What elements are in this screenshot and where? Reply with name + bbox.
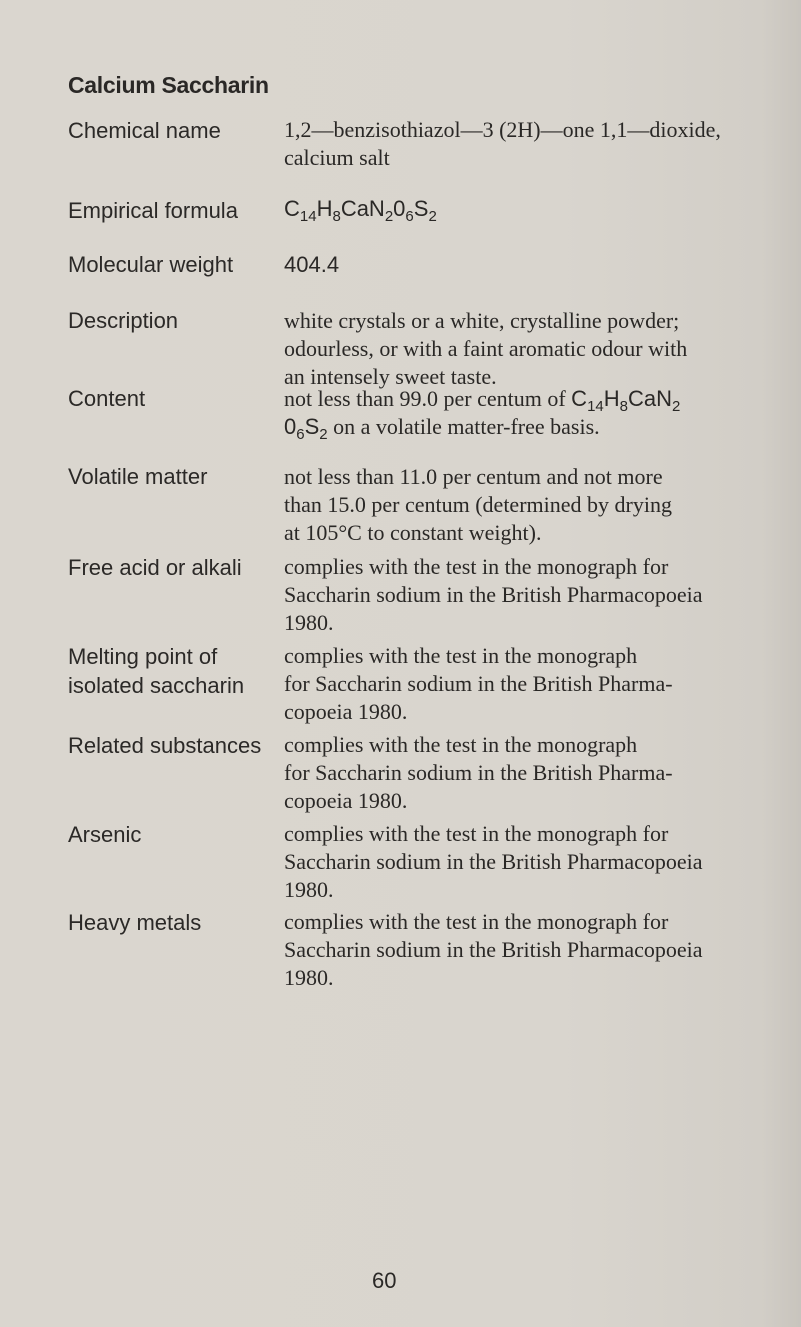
value-line: complies with the test in the monograph for <box>284 554 669 579</box>
label-chemical-name: Chemical name <box>68 118 221 143</box>
label-volatile-matter: Volatile matter <box>68 464 208 489</box>
value-line: not less than 11.0 per centum and not more <box>284 464 663 489</box>
page-title: Calcium Saccharin <box>68 72 269 98</box>
formula-carbon-count: 14 <box>299 208 317 225</box>
formula-oxygen: 0 <box>393 196 406 221</box>
label-line: Melting point of <box>68 644 218 669</box>
value-chemical-name <box>284 116 789 172</box>
value-arsenic <box>284 820 789 904</box>
content-formula-a <box>571 386 681 415</box>
label-melting-point <box>68 642 244 700</box>
formula-sulfur-count: 2 <box>428 208 437 225</box>
value-line: calcium salt <box>284 145 390 170</box>
formula-sulfur: S <box>413 196 429 221</box>
value-line: white crystals or a white, crystalline powder; <box>284 308 680 333</box>
value-line: 1,2—benzisothiazol—3 (2H)—one 1,1—dioxide, <box>284 117 721 142</box>
label-arsenic: Arsenic <box>68 822 142 847</box>
formula-carbon: C <box>284 196 300 221</box>
formula-hydrogen-count: 8 <box>332 208 341 225</box>
value-line: 1980. <box>284 610 334 635</box>
label-molecular-weight: Molecular weight <box>68 252 234 277</box>
label-line: isolated saccharin <box>68 673 245 698</box>
content-text: not less than 99.0 per centum of <box>284 386 566 411</box>
formula-nitrogen-count: 2 <box>384 208 394 225</box>
value-line: an intensely sweet taste. <box>284 364 497 389</box>
formula-sulfur-count: 2 <box>319 426 328 443</box>
label-content: Content <box>68 386 146 411</box>
value-line: 1980. <box>284 877 334 902</box>
formula-hydrogen: H <box>603 386 620 411</box>
page-number: 60 <box>372 1268 397 1293</box>
value-heavy-metals <box>284 908 789 992</box>
label-empirical-formula: Empirical formula <box>68 198 238 223</box>
value-line: Saccharin sodium in the British Pharmacopoeia <box>284 937 703 962</box>
value-line: complies with the test in the monograph for <box>284 821 669 846</box>
formula-hydrogen-count: 8 <box>619 398 628 415</box>
value-line: complies with the test in the monograph <box>284 732 638 757</box>
formula-oxygen: 0 <box>284 414 297 439</box>
formula-carbon-count: 14 <box>587 398 604 415</box>
formula-carbon: C <box>571 386 588 411</box>
value-line: for Saccharin sodium in the British Pharma- <box>284 671 673 696</box>
value-line: for Saccharin sodium in the British Pharma- <box>284 760 673 785</box>
value-line: complies with the test in the monograph <box>284 643 638 668</box>
value-line: than 15.0 per centum (determined by drying <box>284 492 672 517</box>
formula-oxygen-count: 6 <box>296 426 305 443</box>
value-line: complies with the test in the monograph for <box>284 909 669 934</box>
label-description: Description <box>68 308 179 333</box>
formula-sulfur: S <box>304 414 320 439</box>
value-line: Saccharin sodium in the British Pharmacopoeia <box>284 582 703 607</box>
formula-oxygen-count: 6 <box>405 208 414 225</box>
formula-calcium-nitrogen: CaN <box>627 386 672 411</box>
value-line: 1980. <box>284 965 334 990</box>
content-text: on a volatile matter-free basis. <box>333 414 600 439</box>
value-molecular-weight: 404.4 <box>284 252 340 277</box>
content-formula-b <box>284 414 328 443</box>
value-line: odourless, or with a faint aromatic odour with <box>284 336 688 361</box>
formula-nitrogen-count: 2 <box>672 398 681 415</box>
label-free-acid-or-alkali: Free acid or alkali <box>68 555 242 580</box>
value-free-acid-or-alkali <box>284 553 789 637</box>
value-line: copoeia 1980. <box>284 699 408 724</box>
value-line: copoeia 1980. <box>284 788 408 813</box>
value-related-substances <box>284 731 789 815</box>
value-volatile-matter <box>284 463 789 547</box>
value-line: at 105°C to constant weight). <box>284 520 542 545</box>
formula-hydrogen: H <box>316 196 333 221</box>
value-line <box>284 385 789 413</box>
label-heavy-metals: Heavy metals <box>68 910 202 935</box>
value-melting-point <box>284 642 789 726</box>
value-line <box>284 413 789 441</box>
value-line: Saccharin sodium in the British Pharmacopoeia <box>284 849 703 874</box>
value-content <box>284 385 789 441</box>
formula-calcium-nitrogen: CaN <box>340 196 385 221</box>
label-related-substances: Related substances <box>68 733 262 758</box>
value-empirical-formula <box>284 195 789 223</box>
value-description <box>284 307 789 391</box>
